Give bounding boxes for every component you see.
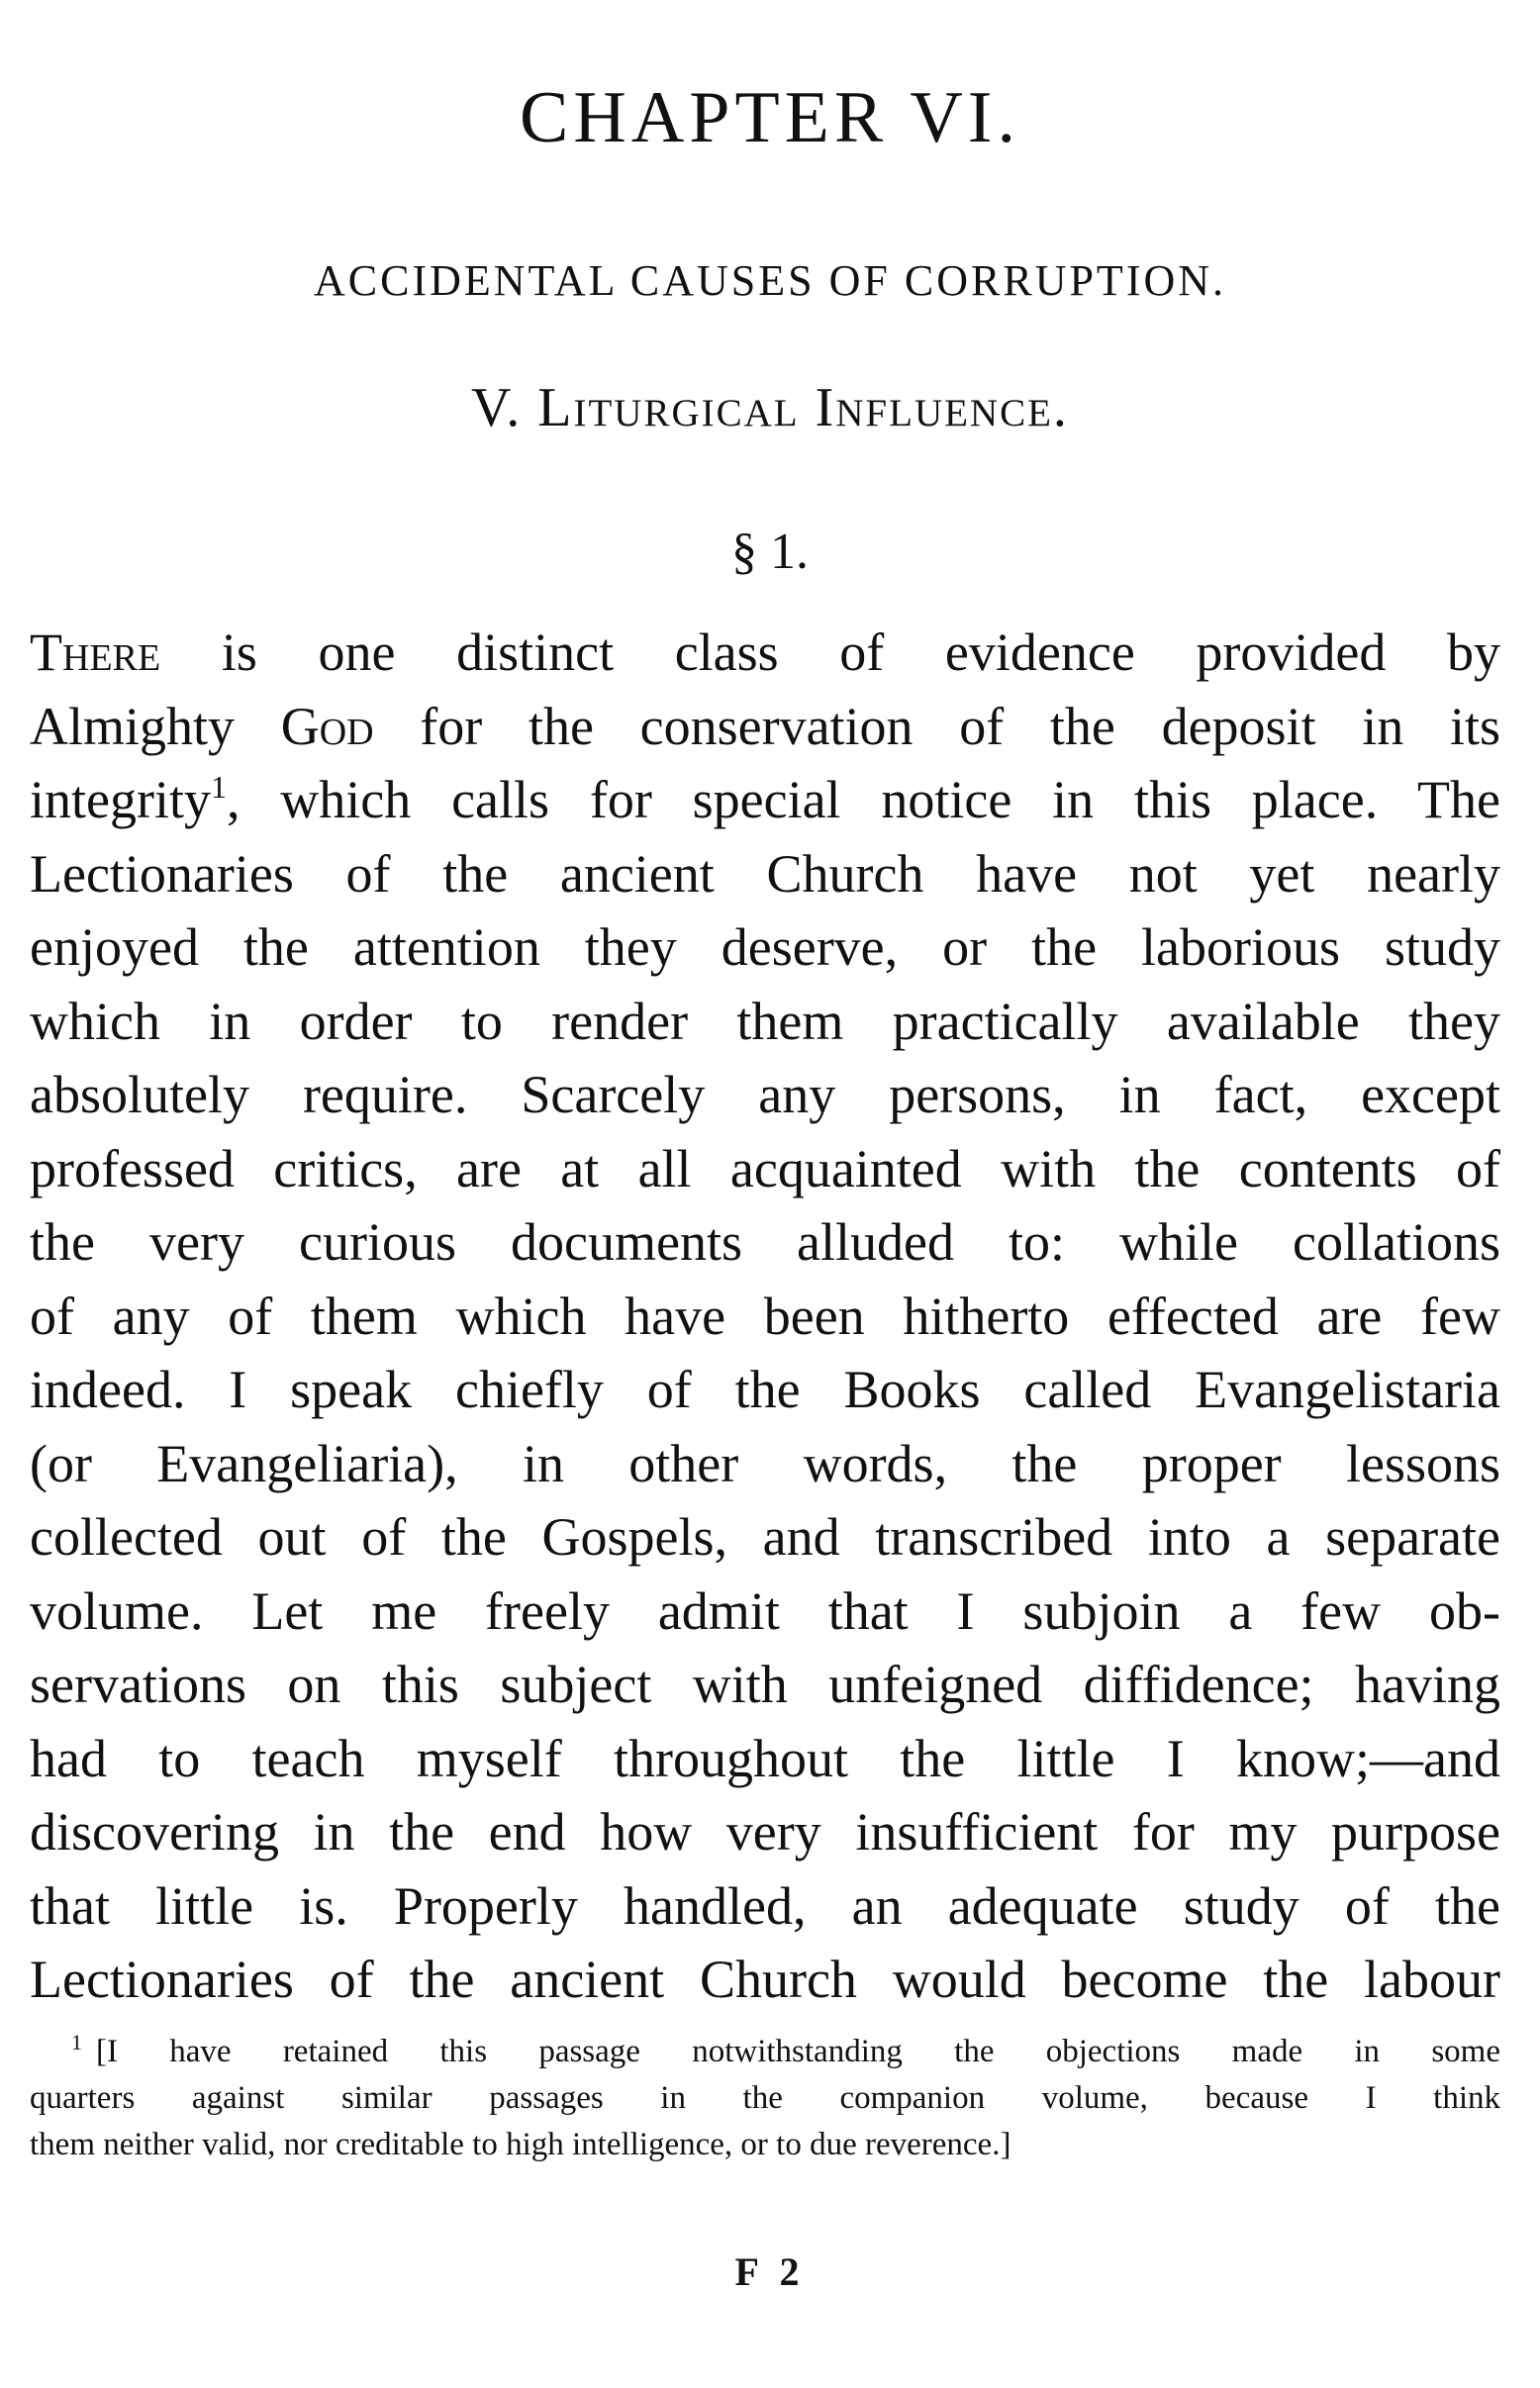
body-line (30, 763, 1500, 837)
body-line: servations on this subject with unfeigned diffidence; having (30, 1655, 1500, 1714)
footnote-line (30, 2029, 1500, 2075)
footnote-marker: 1 (71, 2030, 82, 2054)
footnote-line: quarters against similar passages in the companion volume, because I think (30, 2080, 1500, 2116)
body-line-text: is one distinct class of evidence provided by (160, 622, 1500, 682)
body-line: indeed. I speak chiefly of the Books called Evangelistaria (30, 1360, 1500, 1419)
body-lead-word: There (30, 622, 161, 682)
body-line: the very curious documents alluded to: while collations (30, 1212, 1500, 1272)
body-line: volume. Let me freely admit that I subjoin a few ob- (30, 1580, 1500, 1641)
body-line: which in order to render them practically available they (30, 991, 1500, 1051)
body-line (30, 616, 1500, 690)
footnote-text: [I have retained this passage notwithstanding the objections made in some (96, 2034, 1500, 2069)
body-line: that little is. Properly handled, an adequate study of the (30, 1875, 1500, 1936)
body-line-text: for the conservation of the deposit in its (373, 696, 1500, 756)
body-line: Lectionaries of the ancient Church have not yet nearly (30, 843, 1500, 904)
body-line (30, 690, 1500, 764)
footnotes (30, 2029, 1500, 2168)
footnote-reference[interactable]: 1 (210, 769, 227, 805)
body-line: collected out of the Gospels, and transcribed into a separate (30, 1507, 1500, 1567)
body-line-pre: integrity (30, 770, 211, 829)
body-line: of any of them which have been hitherto effected are few (30, 1286, 1500, 1346)
body-text (30, 616, 1500, 2017)
body-line: professed critics, are at all acquainted with the contents of (30, 1138, 1500, 1198)
body-line: (or Evangeliaria), in other words, the proper lessons (30, 1433, 1500, 1493)
body-line: had to teach myself throughout the little I know;—and (30, 1728, 1500, 1788)
body-line-pre: Almighty (30, 696, 281, 756)
body-line: absolutely require. Scarcely any persons, in fact, except (30, 1065, 1500, 1124)
body-line-text: , which calls for special notice in this place. The (226, 770, 1500, 829)
subsection-title: V. Liturgical Influence. (471, 377, 1069, 438)
footnote-line: them neither valid, nor creditable to high intelligence, or to due reverence.] (30, 2127, 1011, 2162)
section-title: ACCIDENTAL CAUSES OF CORRUPTION. (313, 256, 1227, 305)
chapter-title: CHAPTER VI. (520, 77, 1020, 158)
body-smallcaps-word: God (280, 696, 374, 756)
body-line: enjoyed the attention they deserve, or the laborious study (30, 917, 1500, 977)
section-mark: § 1. (731, 524, 809, 580)
body-line: Lectionaries of the ancient Church would become the labour (30, 1950, 1500, 2009)
signature-mark: F 2 (734, 2249, 806, 2294)
body-line: discovering in the end how very insufficient for my purpose (30, 1802, 1500, 1862)
